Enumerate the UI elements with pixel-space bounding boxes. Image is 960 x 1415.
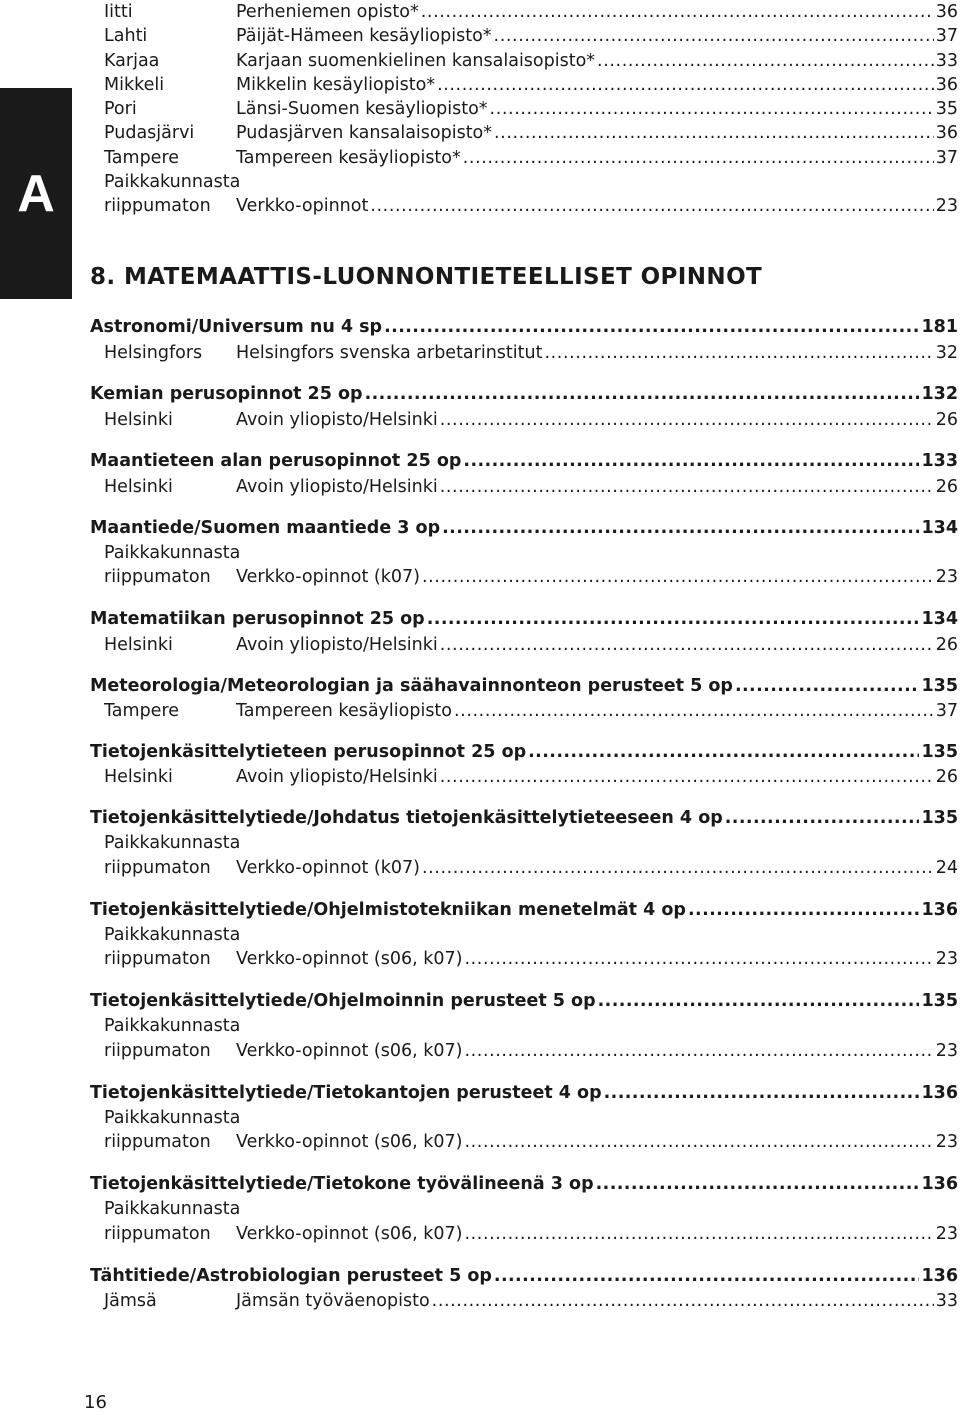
entry-institution: Jämsän työväenopisto: [236, 1291, 430, 1311]
course-title-row: [90, 1171, 958, 1197]
course-page: 135: [921, 742, 958, 762]
entry-institution: Avoin yliopisto/Helsinki: [236, 477, 438, 497]
list-item: [88, 170, 958, 194]
entry-institution: Helsingfors svenska arbetarinstitut: [236, 343, 543, 363]
leader-dots: [490, 97, 934, 121]
entry-institution: Avoin yliopisto/Helsinki: [236, 767, 438, 787]
course-title: Tietojenkäsittelytiede/Tietokantojen perusteet 4 op: [90, 1083, 602, 1103]
section-heading: 8. MATEMAATTIS-LUONNONTIETEELLISET OPINNOT: [90, 264, 763, 290]
leader-dots: [440, 408, 934, 432]
course-title-row: [90, 988, 958, 1014]
course-location-row: [104, 856, 958, 880]
course-page: 134: [921, 609, 958, 629]
course-title: Tähtitiede/Astrobiologian perusteet 5 op: [90, 1266, 492, 1286]
entry-page: 37: [935, 701, 958, 721]
course-title: Tietojenkäsittelytiede/Ohjelmoinnin perusteet 5 op: [90, 991, 596, 1011]
course-location-row: [104, 408, 958, 432]
course-location-row: [104, 475, 958, 499]
entry-institution: Avoin yliopisto/Helsinki: [236, 410, 438, 430]
entry-page: 26: [935, 767, 958, 787]
leader-dots: [421, 0, 934, 24]
entry-city: Jämsä: [104, 1291, 157, 1311]
leader-dots: [528, 739, 919, 765]
leader-dots: [365, 381, 920, 407]
entry-location-label: Paikkakunnasta: [104, 925, 241, 945]
leader-dots: [544, 341, 933, 365]
leader-dots: [494, 24, 934, 48]
leader-dots: [464, 1222, 933, 1246]
course-page: 134: [921, 518, 958, 538]
entry-institution: Tampereen kesäyliopisto: [236, 701, 452, 721]
entry-location-label: Paikkakunnasta: [104, 172, 241, 193]
entry-institution: Pudasjärven kansalaisopisto*: [236, 123, 493, 144]
entry-city: Mikkeli: [104, 74, 165, 95]
entry-location-label: Paikkakunnasta: [104, 543, 241, 563]
entry-page: 37: [935, 147, 958, 168]
entry-page: 26: [935, 635, 958, 655]
course-title-row: [90, 515, 958, 541]
course-title-row: [90, 739, 958, 765]
entry-location-label: Paikkakunnasta: [104, 1108, 241, 1128]
list-item: [88, 97, 958, 121]
course-title-row: [90, 381, 958, 407]
course-location-row: [104, 341, 958, 365]
course-location-row: [104, 1289, 958, 1313]
leader-dots: [463, 448, 919, 474]
entry-page: 33: [935, 1291, 958, 1311]
entry-city: riippumaton: [104, 196, 211, 217]
course-location-row: [104, 765, 958, 789]
entry-page: 36: [935, 74, 958, 95]
entry-institution: Verkko-opinnot (s06, k07): [236, 1132, 463, 1152]
entry-city: riippumaton: [104, 949, 211, 969]
entry-city: riippumaton: [104, 1132, 211, 1152]
entry-page: 26: [935, 410, 958, 430]
leader-dots: [440, 475, 934, 499]
entry-institution: Mikkelin kesäyliopisto*: [236, 74, 436, 95]
entry-page: 37: [935, 26, 958, 47]
entry-city: Pudasjärvi: [104, 123, 195, 144]
course-title: Matematiikan perusopinnot 25 op: [90, 609, 425, 629]
course-page: 181: [921, 317, 958, 337]
entry-city: Lahti: [104, 26, 148, 47]
entry-city: Karjaa: [104, 50, 160, 71]
leader-dots: [384, 314, 919, 340]
entry-city: riippumaton: [104, 858, 211, 878]
entry-institution: Länsi-Suomen kesäyliopisto*: [236, 99, 488, 120]
course-location-row: [104, 699, 958, 723]
list-item: [88, 194, 958, 218]
course-title-row: [90, 1263, 958, 1289]
leader-dots: [432, 1289, 934, 1313]
entry-page: 23: [935, 949, 958, 969]
entry-location-label: Paikkakunnasta: [104, 1016, 241, 1036]
entry-page: 23: [935, 196, 958, 217]
entry-page: 35: [935, 99, 958, 120]
course-page: 136: [921, 1083, 958, 1103]
course-page: 133: [921, 451, 958, 471]
list-item: [88, 0, 958, 24]
leader-dots: [596, 1171, 920, 1197]
entry-city: Helsinki: [104, 767, 173, 787]
entry-city: Iitti: [104, 2, 133, 22]
entry-city: riippumaton: [104, 1224, 211, 1244]
entry-page: 36: [935, 123, 958, 144]
entry-institution: Perheniemen opisto*: [236, 2, 419, 22]
leader-dots: [688, 897, 920, 923]
entry-page: 26: [935, 477, 958, 497]
course-page: 135: [921, 676, 958, 696]
course-title: Tietojenkäsittelytiede/Johdatus tietojenkäsittelytieteeseen 4 op: [90, 808, 723, 828]
course-page: 135: [921, 808, 958, 828]
course-title: Tietojenkäsittelytiede/Ohjelmistotekniikan menetelmät 4 op: [90, 900, 686, 920]
leader-dots: [604, 1080, 920, 1106]
entry-city: Helsinki: [104, 410, 173, 430]
entry-location-label: Paikkakunnasta: [104, 1199, 241, 1219]
course-title: Maantiede/Suomen maantiede 3 op: [90, 518, 441, 538]
course-title: Meteorologia/Meteorologian ja säähavainnonteon perusteet 5 op: [90, 676, 733, 696]
leader-dots: [422, 856, 934, 880]
leader-dots: [597, 49, 934, 73]
entry-city: riippumaton: [104, 567, 211, 587]
leader-dots: [454, 699, 934, 723]
entry-institution: Tampereen kesäyliopisto*: [236, 147, 461, 168]
entry-city: Tampere: [104, 147, 180, 168]
entry-page: 36: [935, 2, 958, 22]
entry-institution: Verkko-opinnot (k07): [236, 567, 420, 587]
leader-dots: [598, 988, 920, 1014]
list-item: [88, 121, 958, 145]
leader-dots: [494, 121, 934, 145]
leader-dots: [437, 73, 934, 97]
course-title-row: [90, 897, 958, 923]
entry-city: riippumaton: [104, 1041, 211, 1061]
entry-city: Pori: [104, 99, 137, 120]
entry-institution: Verkko-opinnot (s06, k07): [236, 1041, 463, 1061]
top-entry-list: [88, 0, 958, 219]
course-title-row: [90, 805, 958, 831]
leader-dots: [464, 1039, 933, 1063]
entry-institution: Verkko-opinnot (s06, k07): [236, 949, 463, 969]
course-title-row: [90, 448, 958, 474]
list-item: [88, 146, 958, 170]
course-page: 132: [921, 384, 958, 404]
entry-institution: Päijät-Hämeen kesäyliopisto*: [236, 26, 492, 47]
course-page: 136: [921, 1174, 958, 1194]
entry-institution: Verkko-opinnot (k07): [236, 858, 420, 878]
entry-location-label: Paikkakunnasta: [104, 833, 241, 853]
leader-dots: [440, 633, 934, 657]
leader-dots: [735, 673, 920, 699]
entry-city: Helsinki: [104, 635, 173, 655]
entry-city: Helsingfors: [104, 343, 203, 363]
section-tab-letter: A: [0, 88, 72, 299]
leader-dots: [370, 194, 933, 218]
list-item: [88, 73, 958, 97]
entry-page: 33: [935, 50, 958, 71]
course-location-row: [104, 1130, 958, 1154]
leader-dots: [427, 606, 920, 632]
entry-city: Helsinki: [104, 477, 173, 497]
course-page: 136: [921, 900, 958, 920]
entry-institution: Karjaan suomenkielinen kansalaisopisto*: [236, 50, 596, 71]
course-page: 136: [921, 1266, 958, 1286]
leader-dots: [725, 805, 920, 831]
entry-institution: Verkko-opinnot: [236, 196, 369, 217]
leader-dots: [463, 146, 934, 170]
entry-page: 23: [935, 1041, 958, 1061]
course-page: 135: [921, 991, 958, 1011]
page-number: 16: [84, 1392, 107, 1413]
list-item: [88, 24, 958, 48]
course-title: Kemian perusopinnot 25 op: [90, 384, 363, 404]
course-title: Tietojenkäsittelytiede/Tietokone työvälineenä 3 op: [90, 1174, 594, 1194]
course-location-row: [104, 565, 958, 589]
entry-page: 24: [935, 858, 958, 878]
course-title: Maantieteen alan perusopinnot 25 op: [90, 451, 462, 471]
entry-page: 23: [935, 567, 958, 587]
course-location-row: [104, 947, 958, 971]
leader-dots: [442, 515, 919, 541]
leader-dots: [422, 565, 934, 589]
course-location-row: [104, 1039, 958, 1063]
entry-institution: Verkko-opinnot (s06, k07): [236, 1224, 463, 1244]
course-location-row: [104, 1222, 958, 1246]
course-title: Astronomi/Universum nu 4 sp: [90, 317, 383, 337]
entry-page: 23: [935, 1132, 958, 1152]
course-location-row: [104, 633, 958, 657]
leader-dots: [464, 947, 933, 971]
leader-dots: [494, 1263, 920, 1289]
entry-page: 32: [935, 343, 958, 363]
course-title-row: [90, 673, 958, 699]
leader-dots: [464, 1130, 933, 1154]
list-item: [88, 49, 958, 73]
leader-dots: [440, 765, 934, 789]
course-title-row: [90, 606, 958, 632]
entry-institution: Avoin yliopisto/Helsinki: [236, 635, 438, 655]
entry-page: 23: [935, 1224, 958, 1244]
entry-city: Tampere: [104, 701, 180, 721]
course-title: Tietojenkäsittelytieteen perusopinnot 25 op: [90, 742, 527, 762]
course-title-row: [90, 1080, 958, 1106]
course-title-row: [90, 314, 958, 340]
